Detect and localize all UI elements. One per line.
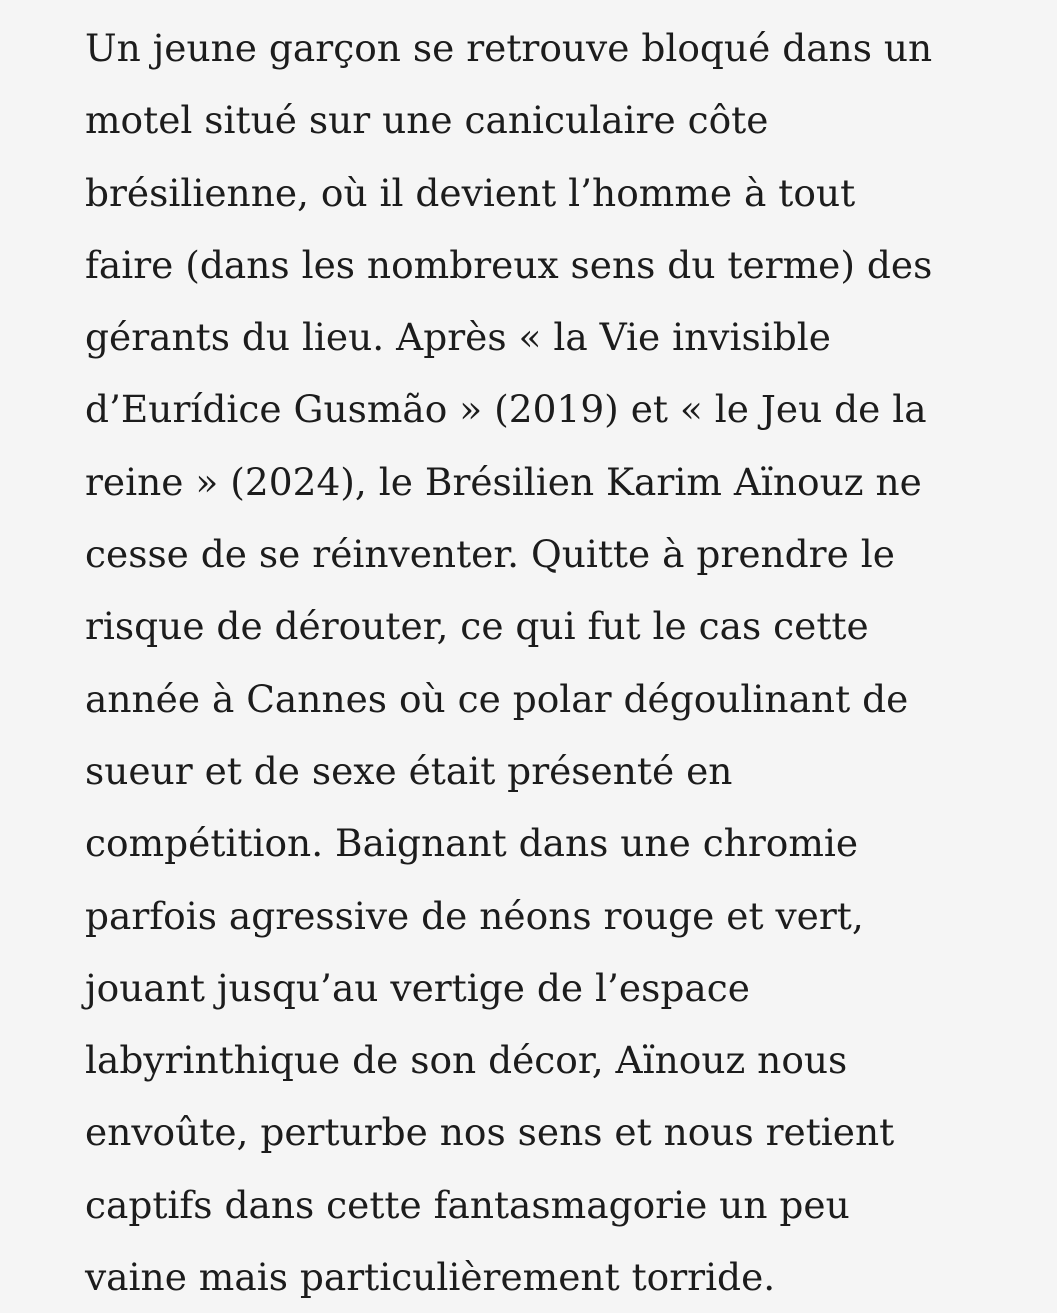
text-line: d’Eurídice Gusmão » (2019) et « le Jeu de la bbox=[85, 387, 927, 432]
text-line: compétition. Baignant dans une chromie bbox=[85, 821, 859, 866]
text-line: année à Cannes où ce polar dégoulinant de bbox=[85, 676, 909, 721]
text-line: brésilienne, où il devient l’homme à tout bbox=[85, 170, 856, 215]
text-line: sueur et de sexe était présenté en bbox=[85, 748, 733, 793]
text-line: captifs dans cette fantasmagorie un peu bbox=[85, 1182, 850, 1227]
text-line: jouant jusqu’au vertige de l’espace bbox=[85, 965, 750, 1010]
text-line: parfois agressive de néons rouge et vert, bbox=[85, 893, 864, 938]
text-line: labyrinthique de son décor, Aïnouz nous bbox=[85, 1038, 848, 1083]
text-line: envoûte, perturbe nos sens et nous retient bbox=[85, 1110, 895, 1155]
text-line: Un jeune garçon se retrouve bloqué dans un bbox=[85, 26, 933, 70]
text-line: vaine mais particulièrement torride. bbox=[85, 1255, 776, 1300]
text-line: reine » (2024), le Brésilien Karim Aïnouz ne bbox=[85, 459, 922, 504]
text-line: risque de dérouter, ce qui fut le cas cette bbox=[85, 604, 869, 649]
text-line: cesse de se réinventer. Quitte à prendre le bbox=[85, 532, 895, 577]
text-line: gérants du lieu. Après « la Vie invisible bbox=[85, 315, 831, 360]
article-paragraph bbox=[85, 12, 932, 1313]
text-line: motel situé sur une caniculaire côte bbox=[85, 98, 769, 143]
text-line: faire (dans les nombreux sens du terme) des bbox=[85, 242, 933, 287]
